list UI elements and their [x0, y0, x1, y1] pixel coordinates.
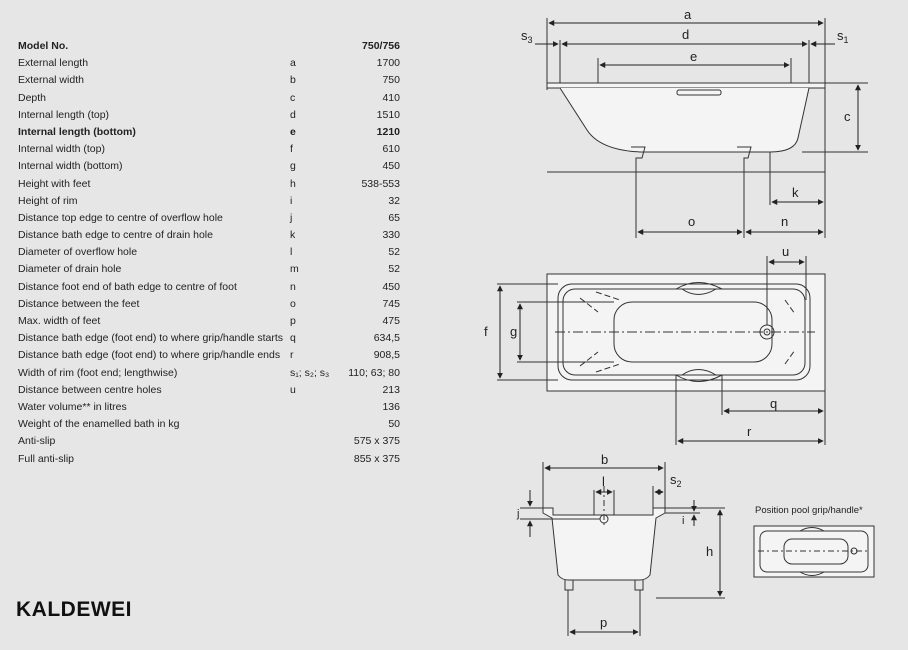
spec-label: Distance top edge to centre of overflow hole [18, 211, 223, 224]
spec-label: Weight of the enamelled bath in kg [18, 418, 180, 431]
spec-value: 908,5 [373, 349, 400, 362]
side-view [547, 18, 868, 238]
spec-symbol: h [290, 177, 296, 190]
spec-value: 65 [388, 211, 400, 224]
spec-value: 1510 [376, 108, 400, 121]
spec-label: Anti-slip [18, 435, 56, 448]
spec-value: 450 [382, 280, 400, 293]
spec-label: Distance foot end of bath edge to centre of foot [18, 280, 237, 293]
spec-symbol: u [290, 383, 296, 396]
spec-label: Depth [18, 91, 47, 104]
dim-label-h: h [706, 544, 714, 559]
spec-symbol: k [290, 229, 296, 242]
spec-symbol: d [290, 108, 296, 121]
dim-label-f: f [484, 324, 488, 339]
brand-logo: KALDEWEI [16, 598, 132, 621]
spec-symbol: c [290, 91, 296, 104]
spec-value: 52 [388, 263, 400, 276]
spec-symbol: f [290, 143, 293, 156]
top-view [497, 256, 825, 445]
spec-value: 575 x 375 [353, 435, 400, 448]
dim-label-b: b [601, 452, 609, 467]
spec-label: Distance bath edge (foot end) to where grip/handle ends [18, 349, 281, 362]
dim-label-r: r [747, 424, 752, 439]
spec-label: Water volume** in litres [18, 400, 127, 413]
spec-value: 1210 [376, 125, 400, 138]
dim-label-s2: $s_2$ [670, 472, 682, 489]
spec-symbol: i [290, 194, 293, 207]
dim-label-l: l [602, 474, 605, 489]
dim-label-j: j [517, 508, 520, 520]
spec-label: Height with feet [18, 177, 91, 190]
dim-label-g: g [510, 324, 518, 339]
spec-symbol: b [290, 74, 296, 87]
spec-value: 213 [382, 383, 400, 396]
spec-symbol: n [290, 280, 296, 293]
spec-value: 450 [382, 160, 400, 173]
spec-value: 855 x 375 [353, 452, 400, 465]
spec-label: Internal length (bottom) [18, 125, 136, 138]
spec-label: Width of rim (foot end; lengthwise) [18, 366, 178, 379]
pool-grip-caption: Position pool grip/handle* [755, 505, 863, 516]
spec-symbol: s₁; s₂; s₃ [290, 366, 330, 379]
spec-label: Height of rim [18, 194, 78, 207]
spec-symbol: m [290, 263, 299, 276]
spec-label: Full anti-slip [18, 452, 75, 465]
spec-symbol: o [290, 297, 296, 310]
dim-label-n: n [781, 214, 789, 229]
spec-value: 330 [382, 229, 400, 242]
spec-value: 634,5 [373, 332, 400, 345]
dim-label-o: o [688, 214, 696, 229]
spec-label: Distance bath edge (foot end) to where grip/handle starts [18, 332, 283, 345]
dim-label-a: a [684, 7, 692, 22]
spec-symbol: q [290, 332, 296, 345]
spec-label: Model No. [18, 40, 69, 52]
spec-label: Distance between centre holes [18, 383, 162, 396]
spec-symbol: j [290, 211, 293, 224]
spec-symbol: l [290, 246, 293, 259]
dim-label-i: i [682, 515, 685, 527]
spec-label: Distance between the feet [18, 297, 140, 310]
spec-value: 750/756 [362, 40, 400, 52]
dim-label-s1: $s_1$ [837, 28, 849, 45]
spec-value: 136 [382, 400, 400, 413]
spec-label: Internal length (top) [18, 108, 110, 121]
spec-label: Diameter of drain hole [18, 263, 122, 276]
dim-label-q: q [770, 396, 778, 411]
spec-label: Max. width of feet [18, 315, 101, 327]
spec-symbol: r [290, 349, 294, 362]
spec-value: 538-553 [361, 177, 400, 190]
spec-symbol: a [290, 57, 296, 70]
pool-grip-inset [754, 526, 874, 577]
dim-label-d: d [682, 27, 690, 42]
spec-symbol: e [290, 125, 296, 138]
spec-value: 32 [388, 194, 400, 207]
dim-label-c: c [844, 109, 851, 124]
dim-label-s3: $s_3$ [521, 28, 533, 45]
spec-label: Distance bath edge to centre of drain hole [18, 229, 213, 242]
spec-value: 1700 [376, 57, 400, 70]
spec-value: 475 [382, 315, 400, 327]
spec-label: External width [18, 74, 84, 87]
spec-label: Diameter of overflow hole [18, 246, 138, 259]
dim-label-u: u [782, 244, 790, 259]
spec-value: 410 [382, 91, 400, 104]
spec-value: 52 [388, 246, 400, 259]
dim-label-p: p [600, 615, 608, 630]
spec-value: 110; 63; 80 [348, 366, 400, 379]
spec-value: 610 [382, 143, 400, 156]
spec-value: 745 [382, 297, 400, 310]
spec-symbol: p [290, 315, 296, 327]
spec-label: Internal width (top) [18, 143, 105, 156]
dim-label-e: e [690, 49, 698, 64]
spec-value: 50 [388, 418, 400, 431]
spec-value: 750 [382, 74, 400, 87]
spec-symbol: g [290, 160, 296, 173]
spec-label: Internal width (bottom) [18, 160, 123, 173]
end-view [520, 462, 725, 636]
spec-label: External length [18, 57, 89, 70]
dim-label-k: k [792, 185, 799, 200]
